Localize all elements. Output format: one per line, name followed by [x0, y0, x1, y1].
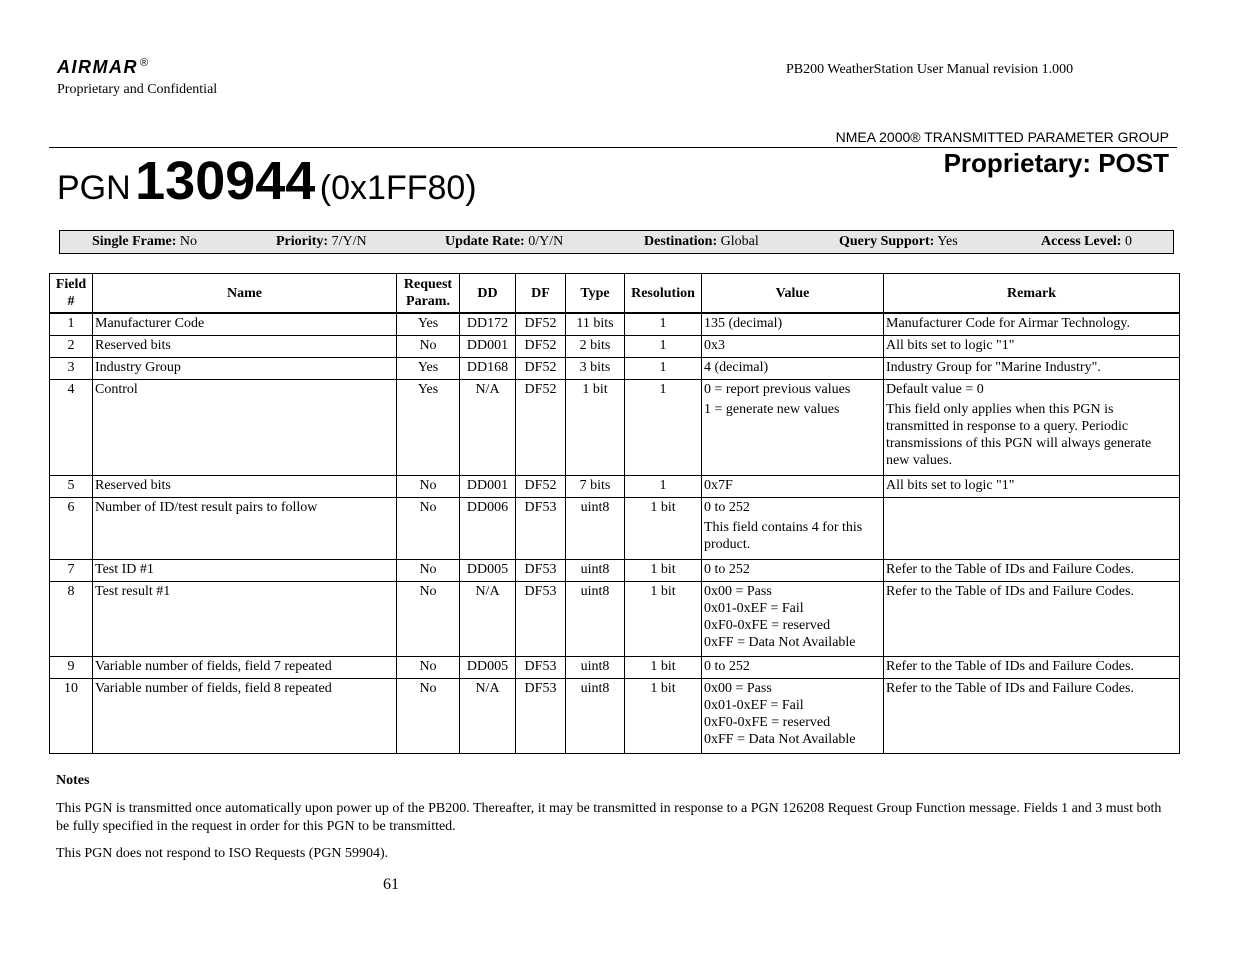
cell-field: 7: [50, 559, 93, 581]
remark-line: Refer to the Table of IDs and Failure Codes.: [886, 583, 1134, 599]
remark-line: This field only applies when this PGN is transmitted in response to a query. Periodic transmissions of this PGN will always generate new values.: [886, 401, 1152, 468]
cell-dd: DD001: [460, 335, 516, 357]
cell-field: 4: [50, 379, 93, 475]
cell-resolution: 1 bit: [625, 581, 702, 656]
cell-name: Test result #1: [93, 581, 397, 656]
cell-value: [702, 313, 884, 335]
cell-remark: [884, 313, 1180, 335]
cell-df: DF53: [516, 559, 566, 581]
cell-field: 1: [50, 313, 93, 335]
cell-name: Reserved bits: [93, 335, 397, 357]
cell-name: Test ID #1: [93, 559, 397, 581]
cell-type: uint8: [566, 559, 625, 581]
info-access-level: Access Level: 0: [1041, 234, 1132, 249]
cell-request: No: [397, 475, 460, 497]
cell-name: Manufacturer Code: [93, 313, 397, 335]
pgn-heading: [57, 151, 477, 211]
cell-remark: [884, 678, 1180, 753]
table-header-row: [50, 274, 1180, 314]
cell-request: No: [397, 656, 460, 678]
airmar-logo: AIRMAR ®: [57, 57, 149, 77]
cell-value: [702, 475, 884, 497]
cell-field: 2: [50, 335, 93, 357]
cell-name: Industry Group: [93, 357, 397, 379]
info-query-support: Query Support: Yes: [839, 234, 958, 249]
cell-type: uint8: [566, 656, 625, 678]
cell-df: DF53: [516, 581, 566, 656]
col-header-dd: DD: [460, 274, 516, 314]
cell-dd: DD001: [460, 475, 516, 497]
remark-line: Refer to the Table of IDs and Failure Codes.: [886, 561, 1134, 577]
cell-request: Yes: [397, 379, 460, 475]
value-line: 0x00 = Pass: [704, 680, 772, 696]
col-header-value: Value: [702, 274, 884, 314]
cell-df: DF52: [516, 475, 566, 497]
cell-value: [702, 497, 884, 559]
cell-resolution: 1: [625, 379, 702, 475]
cell-remark: [884, 335, 1180, 357]
cell-value: [702, 581, 884, 656]
value-line: 0xF0-0xFE = reserved: [704, 617, 831, 633]
cell-dd: DD172: [460, 313, 516, 335]
value-line: 0 to 252: [704, 658, 750, 674]
table-row: [50, 335, 1180, 357]
cell-df: DF52: [516, 379, 566, 475]
value-line: 0 to 252: [704, 499, 750, 515]
cell-request: No: [397, 559, 460, 581]
table-row: [50, 656, 1180, 678]
cell-type: uint8: [566, 581, 625, 656]
value-line: 0 to 252: [704, 561, 750, 577]
document-title: PB200 WeatherStation User Manual revision 1.000: [786, 62, 1074, 77]
value-line: 0x7F: [704, 477, 733, 493]
cell-df: DF53: [516, 678, 566, 753]
cell-resolution: 1 bit: [625, 559, 702, 581]
pgn-info-bar: [59, 230, 1174, 254]
table-row: [50, 313, 1180, 335]
cell-dd: DD168: [460, 357, 516, 379]
col-header-remark: Remark: [884, 274, 1180, 314]
cell-df: DF53: [516, 656, 566, 678]
value-line: 0x01-0xEF = Fail: [704, 600, 804, 616]
cell-request: Yes: [397, 357, 460, 379]
col-header-field: Field #: [50, 274, 93, 314]
parameter-table: [49, 273, 1180, 754]
cell-field: 3: [50, 357, 93, 379]
table-row: [50, 559, 1180, 581]
cell-value: [702, 379, 884, 475]
cell-df: DF52: [516, 313, 566, 335]
cell-field: 8: [50, 581, 93, 656]
cell-value: [702, 656, 884, 678]
cell-request: No: [397, 497, 460, 559]
pgn-prefix: PGN: [57, 169, 131, 207]
notes-heading: Notes: [56, 773, 90, 788]
cell-dd: N/A: [460, 678, 516, 753]
table-row: [50, 678, 1180, 753]
cell-request: No: [397, 581, 460, 656]
cell-dd: DD005: [460, 559, 516, 581]
pgn-hex: (0x1FF80): [319, 169, 477, 207]
info-destination: Destination: Global: [644, 234, 759, 249]
cell-value: [702, 559, 884, 581]
cell-type: 1 bit: [566, 379, 625, 475]
cell-name: Variable number of fields, field 7 repeated: [93, 656, 397, 678]
cell-resolution: 1 bit: [625, 497, 702, 559]
cell-remark: [884, 656, 1180, 678]
cell-name: Number of ID/test result pairs to follow: [93, 497, 397, 559]
group-title: NMEA 2000® TRANSMITTED PARAMETER GROUP: [835, 129, 1169, 145]
cell-type: 7 bits: [566, 475, 625, 497]
col-header-name: Name: [93, 274, 397, 314]
remark-line: Manufacturer Code for Airmar Technology.: [886, 316, 1130, 331]
cell-remark: [884, 357, 1180, 379]
table-row: [50, 357, 1180, 379]
cell-name: Reserved bits: [93, 475, 397, 497]
cell-type: 11 bits: [566, 313, 625, 335]
cell-remark: [884, 497, 1180, 559]
cell-request: Yes: [397, 313, 460, 335]
col-header-type: Type: [566, 274, 625, 314]
cell-dd: N/A: [460, 581, 516, 656]
col-header-resolution: Resolution: [625, 274, 702, 314]
cell-request: No: [397, 335, 460, 357]
cell-name: Control: [93, 379, 397, 475]
remark-line: All bits set to logic "1": [886, 477, 1015, 493]
cell-resolution: 1 bit: [625, 678, 702, 753]
cell-value: [702, 335, 884, 357]
remark-line: All bits set to logic "1": [886, 337, 1015, 353]
col-header-df: DF: [516, 274, 566, 314]
cell-df: DF53: [516, 497, 566, 559]
table-body: [50, 313, 1180, 753]
col-header-request: Request Param.: [397, 274, 460, 314]
value-line: 0x3: [704, 337, 725, 353]
value-line: 1 = generate new values: [704, 401, 840, 417]
value-line: 0x00 = Pass: [704, 583, 772, 599]
cell-type: 3 bits: [566, 357, 625, 379]
cell-resolution: 1: [625, 313, 702, 335]
info-single-frame: Single Frame: No: [92, 234, 197, 249]
cell-resolution: 1: [625, 335, 702, 357]
note-paragraph-1: This PGN is transmitted once automatically upon power up of the PB200. Thereafter, it may be transmitted in response to a PGN 126208 Request Group Function message. Fields 1 and 3 must both be fully specified in the request in order for this PGN to be transmitted.: [56, 801, 1162, 834]
cell-type: uint8: [566, 678, 625, 753]
value-line: 135 (decimal): [704, 316, 783, 331]
cell-df: DF52: [516, 335, 566, 357]
remark-line: Refer to the Table of IDs and Failure Codes.: [886, 680, 1134, 696]
value-line: 0xF0-0xFE = reserved: [704, 714, 831, 730]
cell-value: [702, 357, 884, 379]
cell-type: uint8: [566, 497, 625, 559]
cell-resolution: 1: [625, 357, 702, 379]
pgn-number: 130944: [135, 151, 316, 211]
cell-dd: DD005: [460, 656, 516, 678]
table-row: [50, 475, 1180, 497]
cell-remark: [884, 475, 1180, 497]
cell-field: 10: [50, 678, 93, 753]
cell-request: No: [397, 678, 460, 753]
note-paragraph-2: This PGN does not respond to ISO Requests (PGN 59904).: [56, 846, 389, 861]
info-update-rate: Update Rate: 0/Y/N: [445, 234, 564, 249]
value-line: 0 = report previous values: [704, 381, 851, 397]
cell-value: [702, 678, 884, 753]
cell-df: DF52: [516, 357, 566, 379]
cell-resolution: 1 bit: [625, 656, 702, 678]
cell-field: 5: [50, 475, 93, 497]
remark-line: Default value = 0: [886, 381, 984, 397]
value-line: 4 (decimal): [704, 359, 769, 375]
value-line: 0xFF = Data Not Available: [704, 731, 856, 747]
value-line: 0xFF = Data Not Available: [704, 634, 856, 650]
table-row: [50, 379, 1180, 475]
table-row: [50, 497, 1180, 559]
cell-dd: N/A: [460, 379, 516, 475]
value-line: 0x01-0xEF = Fail: [704, 697, 804, 713]
registered-mark: ®: [140, 57, 149, 69]
cell-remark: [884, 581, 1180, 656]
cell-resolution: 1: [625, 475, 702, 497]
value-line: This field contains 4 for this product.: [704, 519, 863, 552]
remark-line: Industry Group for "Marine Industry".: [886, 359, 1101, 375]
table-row: [50, 581, 1180, 656]
pgn-subtitle: Proprietary: POST: [943, 148, 1169, 178]
info-priority: Priority: 7/Y/N: [276, 234, 367, 249]
cell-field: 9: [50, 656, 93, 678]
cell-type: 2 bits: [566, 335, 625, 357]
page-number: 61: [383, 876, 399, 893]
cell-dd: DD006: [460, 497, 516, 559]
confidential-label: Proprietary and Confidential: [57, 82, 218, 97]
remark-line: Refer to the Table of IDs and Failure Codes.: [886, 658, 1134, 674]
cell-field: 6: [50, 497, 93, 559]
cell-remark: [884, 379, 1180, 475]
cell-remark: [884, 559, 1180, 581]
cell-name: Variable number of fields, field 8 repeated: [93, 678, 397, 753]
